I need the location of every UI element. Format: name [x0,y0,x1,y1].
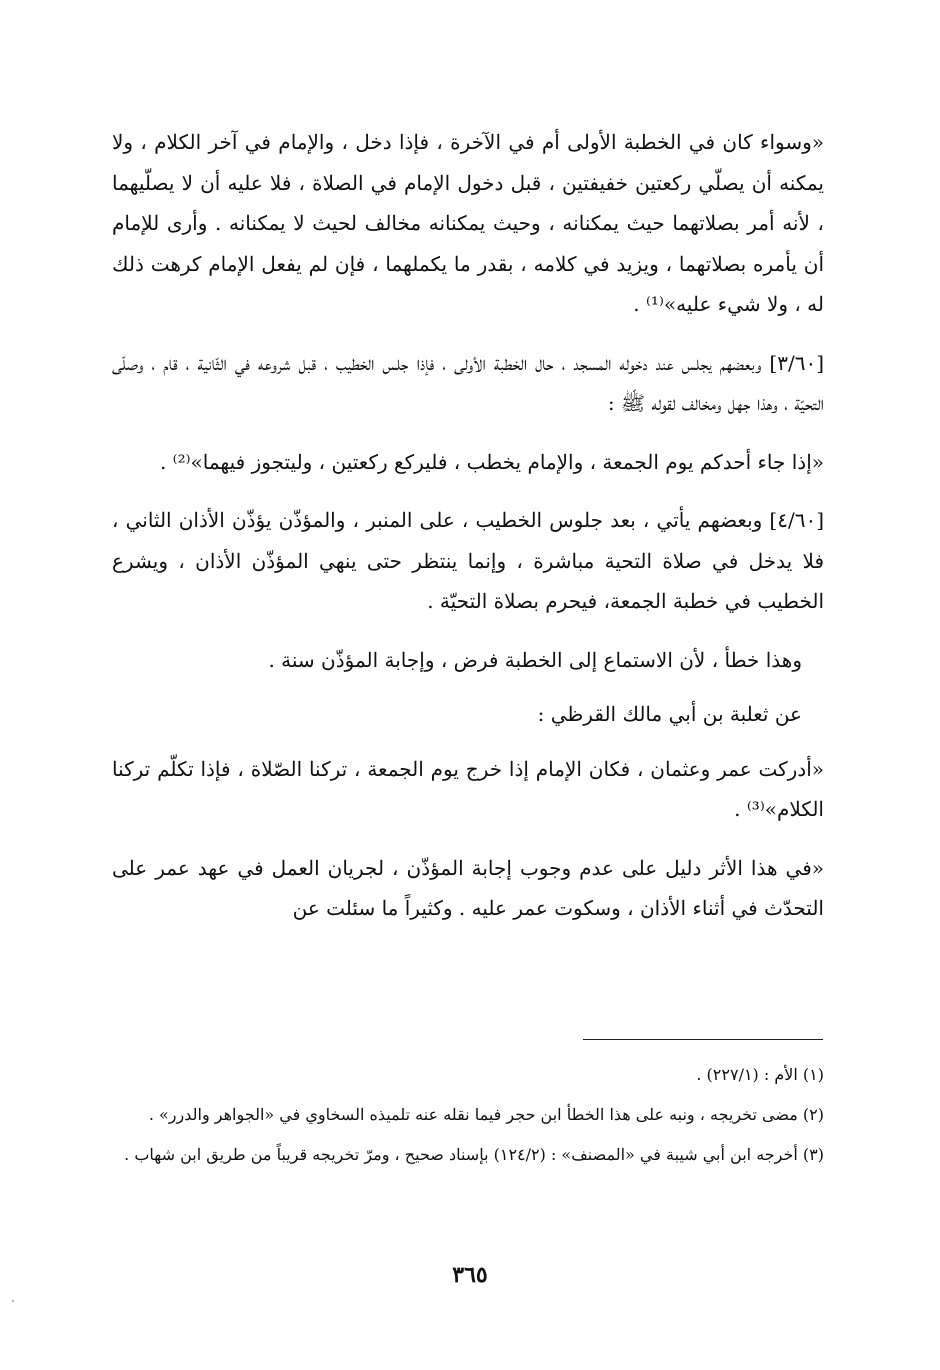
paragraph-athar: «أدركت عمر وعثمان ، فكان الإمام إذا خرج يوم الجمعة ، تركنا الصّلاة ، فإذا تكلّم تركنا الكلام»⁽³⁾ . [112,756,824,821]
scan-speck [12,1300,14,1302]
paragraph-narrator: عن ثعلبة بن أبي مالك القرظي : [537,702,802,726]
main-text [112,122,824,947]
paragraph-error-note: وهذا خطأ ، لأن الاستماع إلى الخطبة فرض ، وإجابة المؤذّن سنة . [268,647,802,672]
paragraph-hadith: «إذا جاء أحدكم يوم الجمعة ، والإمام يخطب ، فليركع ركعتين ، وليتجوز فيهما»⁽²⁾ . [159,449,824,474]
footnote-3: (٣) أخرجه ابن أبي شيبة في «المصنف» : (١٢٤/٢) بإسناد صحيح ، ومرّ تخريجه قريباً من طريق ابن شهاب . [124,1145,824,1164]
paragraph-commentary: «في هذا الأثر دليل على عدم وجوب إجابة المؤذّن ، لجريان العمل في عهد عمر على التحدّث في أثناء الأذان ، وسكوت عمر عليه . وكثيراً ما سئلت عن [112,855,824,920]
paragraph-60-4: [٤/٦٠] وبعضهم يأتي ، بعد جلوس الخطيب ، على المنبر ، والمؤذّن يؤذّن الأذان الثاني ، فلا يدخل في صلاة التحية مباشرة ، وإنما ينتظر حتى ينهي المؤذّن الأذان ، ويشرع الخطيب في خطبة الجمعة، فيحرم بصلاة التحيّة . [112,508,824,613]
page-number: ٣٦٥ [452,1262,488,1288]
footnote-1: (١) الأم : (٢٢٧/١) . [696,1065,824,1084]
paragraph-quote-shafii: «وسواء كان في الخطبة الأولى أم في الآخرة ، فإذا دخل ، والإمام في آخر الكلام ، ولا يمكنه أن يصلّي ركعتين خفيفتين ، قبل دخول الإمام في الصلاة ، فلا عليه أن لا يصلّيهما ، لأنه أمر بصلاتهما حيث يمكنانه ، وحيث يمكنانه مخالف لحيث لا يمكنانه . وأرى للإمام أن يأمره بصلاتهما ، ويزيد في كلامه ، بقدر ما يكملهما ، فإن لم يفعل الإمام كرهت ذلك له ، ولا شيء عليه»⁽¹⁾ . [112,130,825,316]
paragraph-60-3: [٣/٦٠] وبعضهم يجلس عند دخوله المسجد ، حال الخطبة الأولى ، فإذا جلس الخطيب ، قبل شروعه في الثّانية ، قام ، وصلّى التحيّة ، وهذا جهل ومخالف لقوله ﷺ : [112,350,824,415]
footnotes [112,1058,824,1178]
footnote-separator [583,1039,823,1040]
footnote-2: (٢) مضى تخريجه ، ونبه على هذا الخطأ ابن حجر فيما نقله عنه تلميذه السخاوي في «الجواهر والدرر» . [148,1105,824,1124]
